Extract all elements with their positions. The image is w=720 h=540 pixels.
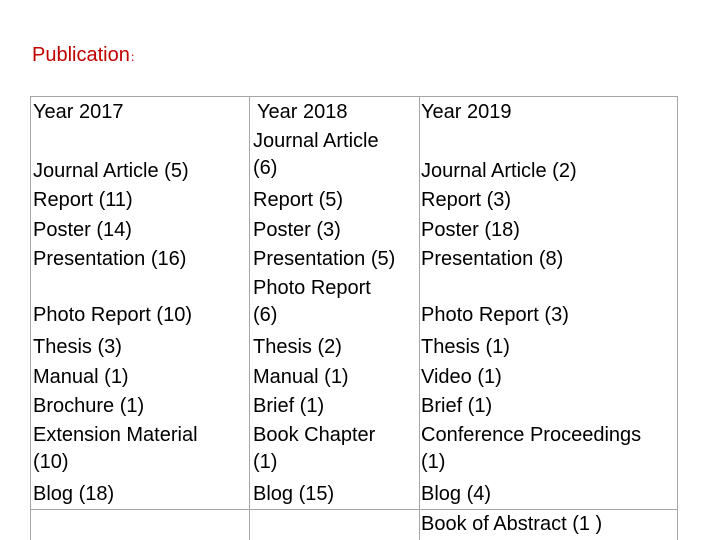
publication-entry: Photo Report (10): [33, 303, 192, 326]
publication-entry: Blog (18): [33, 483, 115, 506]
publication-entry: Poster (14): [33, 218, 132, 241]
publication-entry: Book of Abstract (1 ): [421, 512, 603, 535]
publication-entry: Video (1): [421, 365, 502, 388]
publication-entry: Presentation (5): [253, 248, 396, 270]
publication-entry: Poster (3): [253, 218, 341, 241]
publication-entry: Thesis (2): [253, 336, 342, 359]
column-header: Year 2017: [33, 101, 124, 123]
publication-entry: (1): [421, 450, 446, 473]
publication-entry: Photo Report (3): [421, 303, 569, 326]
publication-entry: Blog (4): [421, 483, 492, 506]
page-title: [32, 44, 142, 67]
publication-entry: Photo Report: [253, 277, 371, 300]
publication-entry: Report (11): [33, 189, 133, 212]
publication-entry: Report (5): [253, 189, 344, 212]
publication-entry: Book Chapter: [253, 424, 376, 447]
publication-entry: Poster (18): [421, 218, 520, 241]
publication-entry: Thesis (1): [421, 336, 510, 359]
page-title-text: Publication: [32, 44, 130, 66]
column-header: Year 2019: [421, 101, 512, 123]
publication-entry: Journal Article: [253, 130, 379, 153]
publication-entry: Report (3): [421, 189, 512, 212]
publication-entry: Journal Article (5): [33, 159, 189, 182]
column-divider: [677, 97, 678, 540]
publication-entry: Conference Proceedings: [421, 424, 642, 447]
publication-entry: Extension Material: [33, 424, 198, 447]
column-divider: [419, 97, 420, 540]
publication-table: [30, 96, 678, 540]
publication-entry: (6): [253, 303, 278, 326]
publication-entry: Manual (1): [33, 365, 129, 388]
publication-entry: Presentation (16): [33, 248, 187, 270]
publication-entry: (10): [33, 450, 69, 473]
publication-entry: Manual (1): [253, 365, 349, 388]
publication-entry: Brochure (1): [33, 395, 145, 417]
publication-entry: Journal Article (2): [421, 159, 577, 182]
publication-entry: (6): [253, 156, 278, 179]
publication-entry: Presentation (8): [421, 248, 564, 270]
publication-entry: (1): [253, 450, 278, 473]
publication-entry: Thesis (3): [33, 336, 122, 359]
publication-entry: Brief (1): [421, 395, 493, 417]
page-title-colon: ：: [129, 50, 142, 64]
publication-entry: Brief (1): [253, 395, 325, 417]
publication-entry: Blog (15): [253, 483, 335, 506]
column-header: Year 2018: [257, 101, 348, 123]
column-divider: [249, 97, 250, 540]
